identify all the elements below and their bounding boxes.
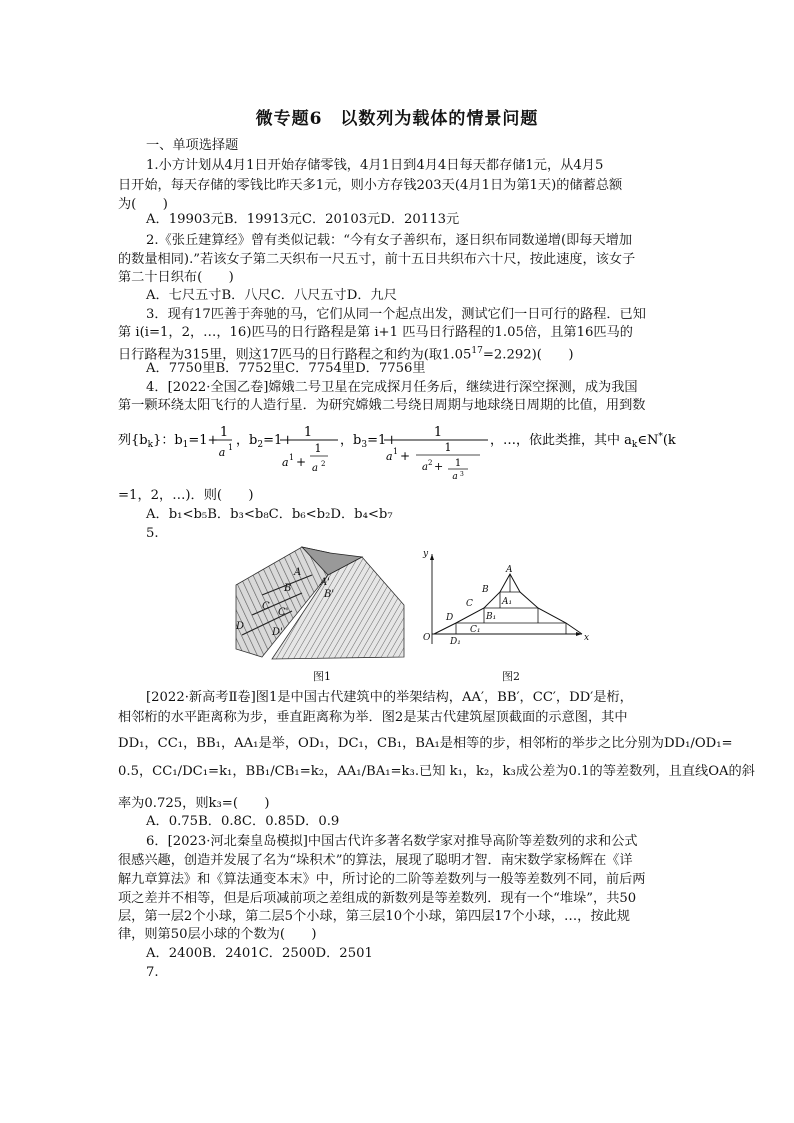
svg-text:B: B [284, 583, 292, 594]
svg-text:a: a [452, 472, 458, 482]
svg-text:A₁: A₁ [502, 597, 513, 607]
q7-number: 7. [146, 965, 159, 980]
svg-text:O: O [423, 633, 431, 643]
svg-text:a: a [422, 462, 428, 473]
svg-text:a: a [386, 450, 393, 463]
svg-text:1: 1 [393, 447, 399, 456]
formula-seq: 列$\{b_k\}$：$b_1=1+$ [118, 433, 219, 450]
b1-numerator: 1 [219, 425, 229, 440]
svg-text:2: 2 [321, 460, 326, 468]
q3-line-3: 日行路程为315里，则这17匹马的日行路程之和约为(取$1.05^{17}=2.292$)( ) [118, 346, 574, 363]
q6-line-6: 律，则第50层小球的个数为( ) [118, 927, 317, 942]
q4-options: A．b₁<b₅B．b₃<b₈C．b₆<b₂D．b₄<b₇ [146, 507, 393, 522]
svg-text:+: + [434, 460, 444, 473]
figure-1-caption: 图1 [313, 670, 331, 683]
q3-line-2: 第 i(i=1，2，…，16)匹马的日行路程是第 i+1 匹马日行路程的1.05倍，且第16匹马的 [118, 325, 633, 340]
q5-line-1: [2022·新高考Ⅱ卷]图1是中国古代建筑中的举架结构，AA′，BB′，CC′，DD′是桁， [146, 690, 633, 705]
q2-line-1: 2.《张丘建算经》曾有类似记载：“今有女子善织布，逐日织布同数递增(即每天增加 [146, 233, 633, 248]
svg-text:2: 2 [428, 459, 433, 467]
svg-text:D': D' [272, 627, 283, 638]
q2-line-3: 第二十日织布( ) [118, 270, 234, 285]
svg-text:1: 1 [228, 443, 234, 452]
q3-line-1: 3．现有17匹善于奔驰的马，它们从同一个起点出发，测试它们一日可行的路程．已知 [146, 307, 646, 322]
q1-options: A．19903元B．19913元C．20103元D．20113元 [146, 212, 460, 227]
figure-1-roof-photo [232, 545, 408, 665]
q4-line-2: 第一颗环绕太阳飞行的人造行星．为研究嫦娥二号绕日周期与地球绕日周期的比值，用到数 [118, 398, 646, 413]
q2-line-2: 的数量相同).”若该女子第二天织布一尺五寸，前十五日共织布六十尺，按此速度，该女子 [118, 252, 636, 267]
svg-text:+: + [296, 455, 307, 469]
svg-text:1: 1 [314, 442, 322, 455]
svg-text:A: A [294, 567, 302, 578]
q4-continued-fraction-formula [118, 408, 698, 480]
formula-b3: ，$b_3=1+$ [340, 433, 398, 450]
svg-text:B': B' [324, 589, 335, 600]
figure-2-caption: 图2 [502, 670, 520, 683]
q5-options: A．0.75B．0.8C．0.85D．0.9 [146, 814, 340, 829]
q1-line-2: 日开始，每天存储的零钱比昨天多1元，则小方存钱203天(4月1日为第1天)的储蓄总额 [118, 178, 623, 193]
q5-number: 5. [146, 526, 159, 541]
q5-line-2: 相邻桁的水平距离称为步，垂直距离称为举．图2是某古代建筑屋顶截面的示意图，其中 [118, 710, 628, 725]
svg-text:a: a [282, 456, 289, 469]
svg-text:C': C' [278, 607, 289, 618]
svg-text:D: D [446, 613, 454, 623]
q2-options: A．七尺五寸B．八尺C．八尺五寸D．九尺 [146, 288, 397, 303]
svg-text:1: 1 [303, 425, 313, 440]
svg-text:y: y [423, 549, 429, 559]
q6-line-4: 项之差并不相等，但是后项减前项之差组成的新数列是等差数列．现有一个“堆垛”，共50 [118, 891, 637, 906]
q5-line-5: 率为0.725，则k₃=( ) [118, 796, 270, 811]
svg-text:C: C [262, 601, 270, 612]
svg-text:1: 1 [433, 425, 443, 440]
svg-text:B: B [482, 585, 489, 595]
svg-text:C: C [466, 599, 473, 609]
svg-text:D₁: D₁ [450, 637, 461, 647]
section-heading: 一、单项选择题 [146, 138, 239, 153]
b1-denominator: a [218, 446, 226, 459]
q6-line-1: 6．[2023·河北秦皇岛模拟]中国古代许多著名数学家对推导高阶等差数列的求和公式 [146, 834, 638, 849]
svg-text:1: 1 [289, 453, 295, 462]
q5-line-4: 0.5，CC₁/DC₁=k₁，BB₁/CB₁=k₂，AA₁/BA₁=k₃.已知 k₁，k₂，k₃成公差为0.1的等差数列，且直线OA的斜 [118, 764, 755, 779]
svg-text:3: 3 [460, 471, 464, 478]
figure-2-roof-cross-section [420, 548, 590, 648]
q6-line-5: 层，第一层2个小球，第二层5个小球，第三层10个小球，第四层17个小球，…，按此规 [118, 909, 630, 924]
formula-tail: ，…，依此类推，其中 $a_k\in N^*(k$ [490, 432, 676, 450]
q6-line-3: 解九章算法》和《算法通变本末》中，所讨论的二阶等差数列与一般等差数列不同，前后两 [118, 872, 646, 887]
svg-text:x: x [584, 633, 590, 643]
q3-options: A．7750里B．7752里C．7754里D．7756里 [146, 361, 426, 376]
page-title: 微专题6 以数列为载体的情景问题 [255, 109, 539, 129]
svg-text:1: 1 [454, 458, 462, 469]
svg-text:a: a [312, 463, 318, 474]
q6-options: A．2400B．2401C．2500D．2501 [146, 946, 373, 961]
q4-line-1: 4．[2022·全国乙卷]嫦娥二号卫星在完成探月任务后，继续进行深空探测，成为我国 [146, 380, 638, 395]
formula-b2: ，$b_2=1+$ [236, 433, 294, 450]
svg-text:A: A [506, 565, 513, 575]
q5-line-3: DD₁，CC₁，BB₁，AA₁是举，OD₁，DC₁，CB₁，BA₁是相等的步，相邻桁的举步之比分别为DD₁/OD₁= [118, 736, 733, 751]
svg-text:+: + [400, 449, 411, 463]
svg-text:1: 1 [444, 441, 452, 454]
q6-line-2: 很感兴趣，创造并发展了名为“垛积术”的算法，展现了聪明才智．南宋数学家杨辉在《详 [118, 853, 633, 868]
svg-text:A': A' [320, 577, 330, 588]
q4-line-4: =1，2，…)．则( ) [118, 488, 254, 503]
q1-line-3: 为( ) [118, 197, 168, 212]
svg-text:D: D [236, 621, 245, 632]
svg-text:C₁: C₁ [470, 625, 481, 635]
svg-text:B₁: B₁ [486, 612, 497, 622]
q1-line-1: 1.小方计划从4月1日开始存储零钱，4月1日到4月4日每天都存储1元，从4月5 [146, 158, 604, 173]
